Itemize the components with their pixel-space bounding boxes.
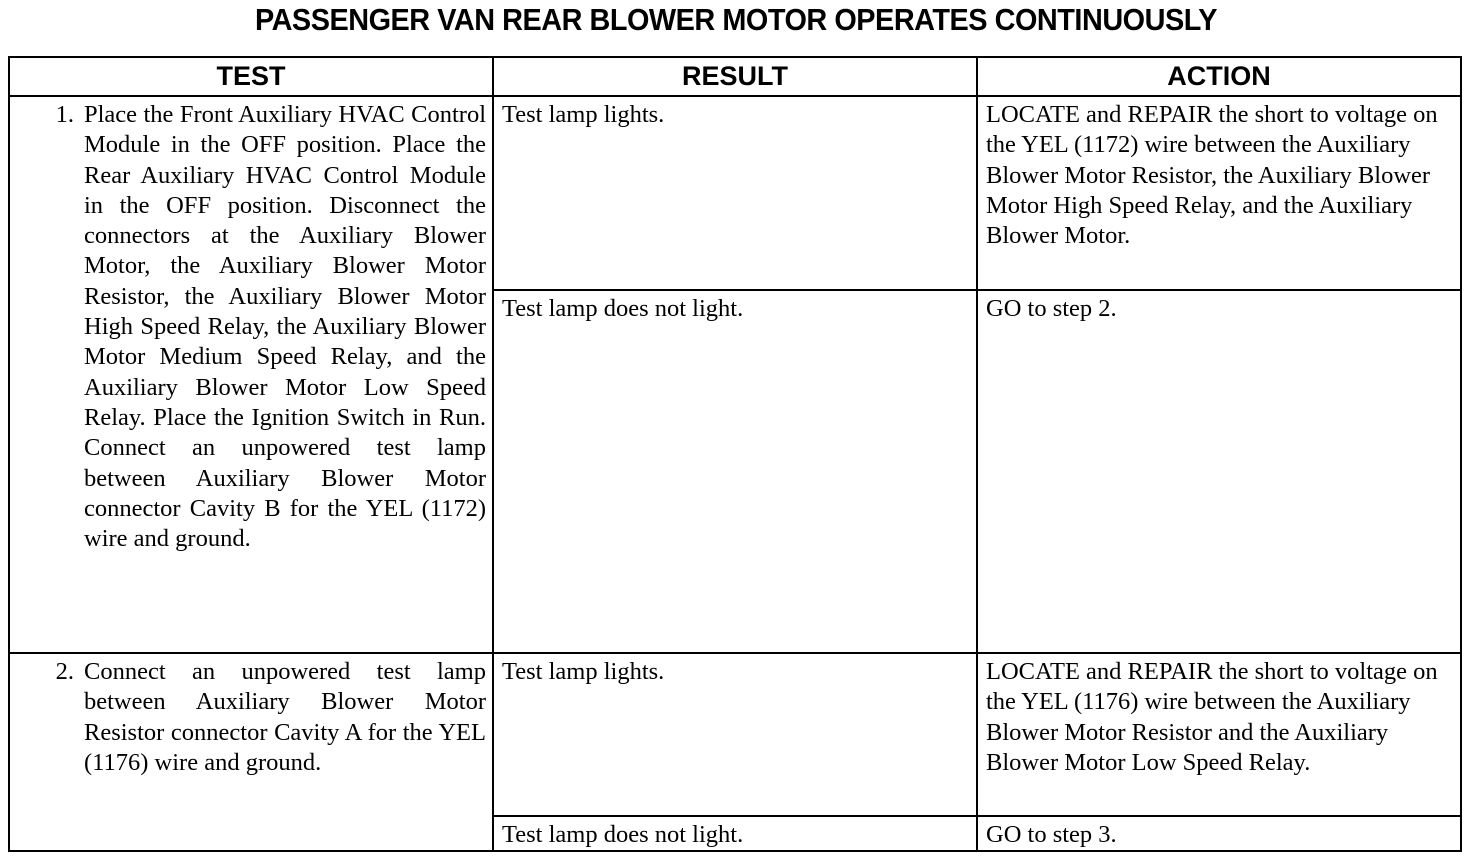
- result-cell: [493, 96, 977, 290]
- diagnostic-table: [8, 56, 1462, 852]
- test-instruction: Place the Front Auxiliary HVAC Control Module in the OFF position. Place the Rear Auxiliary HVAC Control Module in the OFF position. Disconnect the connectors at the Auxiliary Blower Motor, the Auxiliary Blower Motor Resistor, the Auxiliary Blower Motor High Speed Relay, the Auxiliary Blower Motor Medium Speed Relay, and the Auxiliary Blower Motor Low Speed Relay. Place the Ignition Switch in Run. Connect an unpowered test lamp between Auxiliary Blower Motor connector Cavity B for the YEL (1172) wire and ground.: [84, 101, 486, 553]
- action-cell: [977, 290, 1461, 653]
- page-title: PASSENGER VAN REAR BLOWER MOTOR OPERATES CONTINUOUSLY: [254, 2, 1218, 37]
- action-cell: [977, 653, 1461, 816]
- column-header-action: ACTION: [977, 57, 1461, 96]
- result-cell: [493, 290, 977, 653]
- header-row: [9, 57, 1461, 96]
- result-text: Test lamp does not light.: [502, 821, 744, 848]
- result-text: Test lamp lights.: [502, 101, 665, 128]
- test-cell-step-1: [9, 96, 493, 653]
- test-cell-step-2: [9, 653, 493, 851]
- action-text: LOCATE and REPAIR the short to voltage on the YEL (1172) wire between the Auxiliary Blower Motor Resistor, the Auxiliary Blower Motor High Speed Relay, and the Auxiliary Blower Motor.: [986, 101, 1438, 250]
- result-cell: [493, 653, 977, 816]
- action-text: LOCATE and REPAIR the short to voltage on the YEL (1176) wire between the Auxiliary Blower Motor Resistor and the Auxiliary Blower Motor Low Speed Relay.: [986, 658, 1438, 776]
- table-row: [9, 96, 1461, 290]
- column-header-result: RESULT: [493, 57, 977, 96]
- result-text: Test lamp does not light.: [502, 295, 744, 322]
- action-cell: [977, 96, 1461, 290]
- action-cell: [977, 816, 1461, 851]
- test-instruction: Connect an unpowered test lamp between Auxiliary Blower Motor Resistor connector Cavity A for the YEL (1176) wire and ground.: [84, 658, 486, 776]
- action-text: GO to step 3.: [986, 821, 1117, 848]
- table-row: [9, 653, 1461, 816]
- result-text: Test lamp lights.: [502, 658, 665, 685]
- column-header-test: TEST: [9, 57, 493, 96]
- action-text: GO to step 2.: [986, 295, 1117, 322]
- result-cell: [493, 816, 977, 851]
- step-number: 2.: [55, 658, 74, 685]
- step-number: 1.: [55, 101, 74, 128]
